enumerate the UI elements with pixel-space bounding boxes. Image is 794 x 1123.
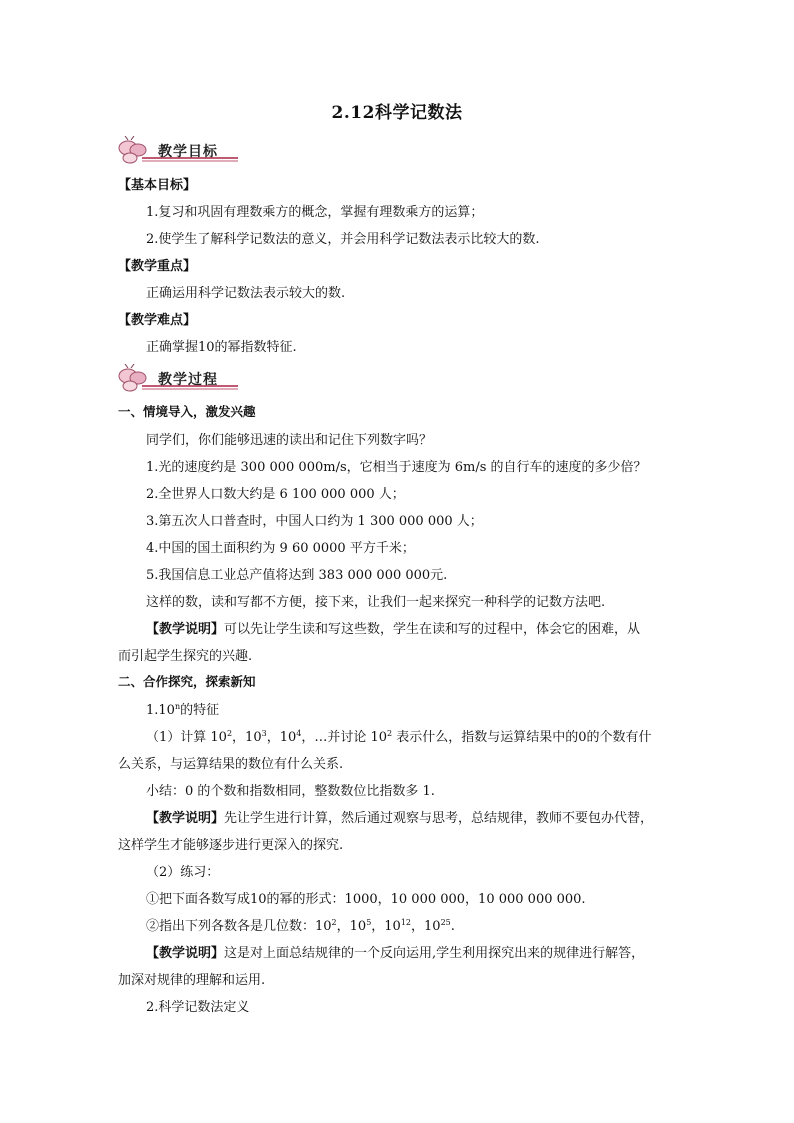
section-2-topic-2: 2.科学记数法定义 <box>146 1000 250 1015</box>
section-1-item-3: 3.第五次人口普查时，中国人口约为 1 300 000 000 人； <box>146 514 483 529</box>
superscript: 2 <box>226 729 233 738</box>
section-1-heading: 一、情境导入，激发兴趣 <box>118 404 256 419</box>
note-text: 这是对上面总结规律的一个反向运用,学生利用探究出来的规律进行解答， <box>224 946 645 961</box>
section-1-item-4: 4.中国的国土面积约为 9 60 0000 平方千米； <box>146 541 415 556</box>
text-run: ②指出下列各数各是几位数：10 <box>146 919 332 934</box>
section-2-note-1-line-2: 这样学生才能够逐步进行更深入的探究. <box>118 838 344 853</box>
difficulty-1: 正确掌握10的幂指数特征. <box>146 340 297 355</box>
key-point-1: 正确运用科学记数法表示较大的数. <box>146 286 346 301</box>
text-run: ，10 <box>266 730 297 745</box>
section-2-exercise-2 <box>146 915 455 934</box>
section-2-exercise-1: ①把下面各数写成10的幂的形式：1000，10 000 000，10 000 000 000. <box>146 892 586 907</box>
section-2-heading: 二、合作探究，探索新知 <box>118 674 256 689</box>
superscript: 12 <box>400 918 412 927</box>
section-1-intro: 同学们，你们能够迅速的读出和记住下列数字吗？ <box>146 433 433 448</box>
superscript: 4 <box>296 729 302 738</box>
superscript: 3 <box>261 729 267 738</box>
text-run: . <box>450 919 455 934</box>
text-run: ，10 <box>336 919 367 934</box>
superscript: 2 <box>331 918 337 927</box>
banner-label: 教学过程 <box>158 372 218 388</box>
text-run: 表示什么，指数与运算结果中的0的个数有什 <box>392 730 652 745</box>
note-text: 可以先让学生读和写这些数，学生在读和写的过程中，体会它的困难，从 <box>224 622 641 637</box>
section-1-item-5: 5.我国信息工业总产值将达到 383 000 000 000元. <box>146 568 448 583</box>
text-run: ，10 <box>232 730 262 745</box>
basic-goal-1: 1.复习和巩固有理数乘方的概念，掌握有理数乘方的运算； <box>146 205 484 220</box>
section-2-calc-line-2: 么关系，与运算结果的数位有什么关系. <box>118 757 344 772</box>
section-2-calc-line-1 <box>146 726 652 745</box>
superscript: 5 <box>366 918 372 927</box>
document-title: 2.12科学记数法 <box>331 103 463 123</box>
text-run: （1）计算 10 <box>146 730 227 745</box>
section-2-note-2-line-1 <box>146 942 644 961</box>
section-1-item-2: 2.全世界人口数大约是 6 100 000 000 人； <box>146 487 405 502</box>
note-label: 【教学说明】 <box>146 622 225 637</box>
section-1-note-line-1 <box>146 618 640 637</box>
text-run: ，…并讨论 10 <box>301 730 388 745</box>
section-2-topic-1 <box>146 699 219 718</box>
text-run: 的特征 <box>180 703 220 718</box>
note-text: 先让学生进行计算，然后通过观察与思考，总结规律，教师不要包办代替， <box>224 811 654 826</box>
text-run: ，10 <box>371 919 401 934</box>
basic-goals-heading: 【基本目标】 <box>118 178 197 193</box>
section-banner-objectives <box>116 136 240 166</box>
section-2-summary: 小结：0 的个数和指数相同，整数数位比指数多 1. <box>146 784 435 799</box>
superscript: 25 <box>440 918 451 927</box>
note-label: 【教学说明】 <box>146 946 225 961</box>
section-1-conclusion: 这样的数，读和写都不方便，接下来，让我们一起来探究一种科学的记数方法吧. <box>146 595 606 610</box>
section-2-note-1-line-1 <box>146 807 653 826</box>
superscript: 2 <box>387 729 393 738</box>
key-points-heading: 【教学重点】 <box>118 259 197 274</box>
section-2-practice-heading: （2）练习： <box>146 865 220 880</box>
note-label: 【教学说明】 <box>146 811 225 826</box>
section-banner-process <box>116 364 240 394</box>
text-run: 1.10 <box>146 703 175 718</box>
section-2-note-2-line-2: 加深对规律的理解和运用. <box>118 973 266 988</box>
text-run: ，10 <box>411 919 441 934</box>
difficulty-heading: 【教学难点】 <box>118 313 197 328</box>
superscript: n <box>174 702 181 711</box>
banner-label: 教学目标 <box>158 144 218 160</box>
basic-goal-2: 2.使学生了解科学记数法的意义，并会用科学记数法表示比较大的数. <box>146 232 540 247</box>
section-1-item-1: 1.光的速度约是 300 000 000m/s，它相当于速度为 6m/s 的自行车的速度的多少倍？ <box>146 460 647 475</box>
section-1-note-line-2: 而引起学生探究的兴趣. <box>118 649 253 664</box>
